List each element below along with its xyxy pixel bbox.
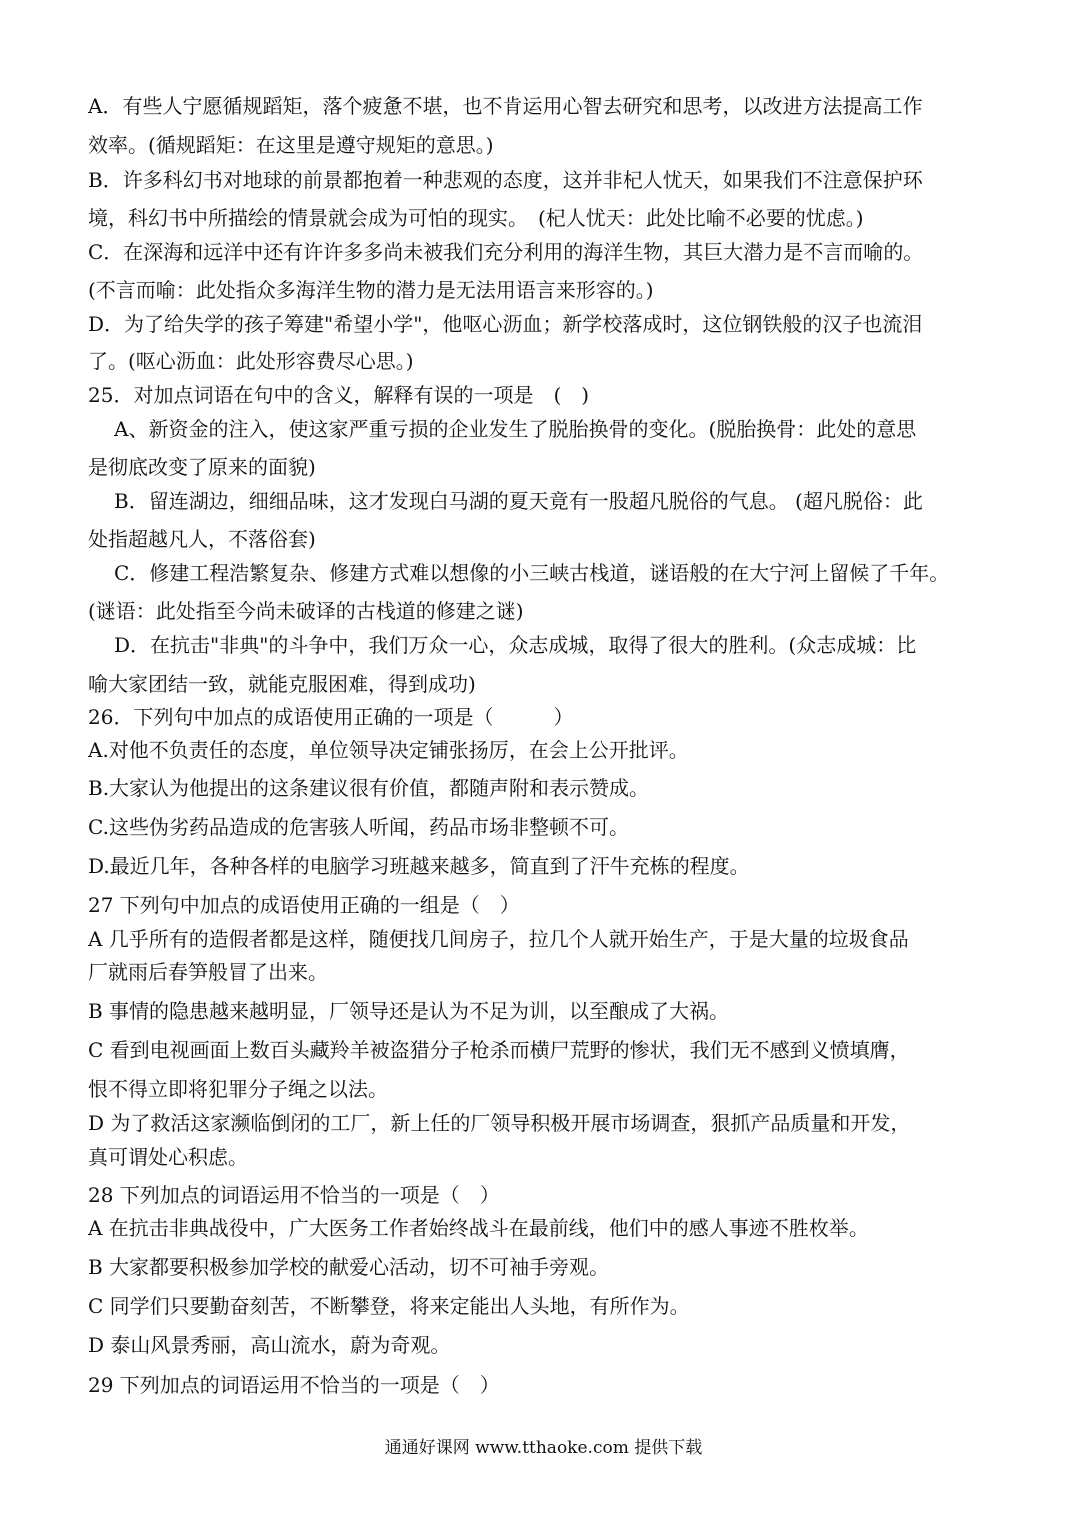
q27-stem: 27 下列句中加点的成语使用正确的一组是（ ） bbox=[88, 893, 520, 917]
q24-option-c-line2: (不言而喻：此处指众多海洋生物的潜力是无法用语言来形容的。) bbox=[88, 278, 654, 302]
emphasized-idiom: 众志成城 bbox=[508, 633, 588, 659]
q25-option-a-line2: 是彻底改变了原来的面貌) bbox=[88, 455, 316, 479]
emphasized-idiom: 随声附和 bbox=[469, 776, 549, 802]
emphasized-idiom: 高山流水 bbox=[250, 1333, 330, 1359]
q27-option-a-line2: 厂就雨后春笋般冒了出来。 bbox=[88, 958, 1008, 986]
emphasized-idiom: 不言而喻 bbox=[803, 240, 883, 266]
q25-option-a-line1: A、新资金的注入，使这家严重亏损的企业发生了脱胎换骨的变化。(脱胎换骨：此处的意思 bbox=[114, 415, 1008, 443]
emphasized-idiom: 不胜枚举 bbox=[769, 1216, 849, 1242]
q27-option-d-line1: D 为了救活这家濒临倒闭的工厂，新上任的厂领导积极开展市场调查，狠抓产品质量和开发， bbox=[88, 1111, 911, 1135]
emphasized-idiom: 雨后春笋 bbox=[128, 960, 208, 986]
q25-option-d-line2: 喻大家团结一致，就能克服困难，得到成功) bbox=[88, 672, 476, 696]
q27-option-a-line1: A 几乎所有的造假者都是这样，随便找几间房子，拉几个人就开始生产，于是大量的垃圾食品 bbox=[88, 927, 909, 951]
q25-stem: 25．对加点词语在句中的含义，解释有误的一项是 ( ) bbox=[88, 383, 590, 407]
emphasized-idiom: 不足为训 bbox=[469, 999, 549, 1025]
q26-stem: 26．下列句中加点的成语使用正确的一项是（ ） bbox=[88, 705, 574, 729]
emphasized-idiom: 呕心沥血 bbox=[462, 312, 542, 338]
q25-option-c-line1: C．修建工程浩繁复杂、修建方式难以想像的小三峡古栈道，谜语般的在大宁河上留候了千年。 bbox=[114, 559, 1008, 587]
q28-option-a: A 在抗击非典战役中，广大医务工作者始终战斗在最前线，他们中的感人事迹不胜枚举。 bbox=[88, 1214, 1008, 1242]
q24-option-a-line2: 效率。(循规蹈矩：在这里是遵守规矩的意思。) bbox=[88, 133, 494, 157]
q24-option-a-line1: A．有些人宁愿循规蹈矩，落个疲惫不堪，也不肯运用心智去研究和思考，以改进方法提高工作 bbox=[88, 92, 1008, 120]
emphasized-idiom: 出人头地 bbox=[490, 1294, 570, 1320]
q27-option-c-line2: 恨不得立即将犯罪分子绳之以法。 bbox=[88, 1077, 388, 1101]
emphasized-idiom: 谜语 bbox=[649, 561, 689, 587]
page-footer: 通通好课网 www.tthaoke.com 提供下载 bbox=[384, 1438, 703, 1458]
q28-option-d: D 泰山风景秀丽，高山流水，蔚为奇观。 bbox=[88, 1331, 1008, 1359]
q24-option-b-line2: 境，科幻书中所描绘的情景就会成为可怕的现实。 (杞人忧天：此处比喻不必要的忧虑。) bbox=[88, 206, 864, 230]
emphasized-idiom: 汗牛充栋 bbox=[590, 854, 670, 880]
q29-stem: 29 下列加点的词语运用不恰当的一项是（ ） bbox=[88, 1373, 500, 1397]
emphasized-idiom: 处心积虑 bbox=[148, 1145, 228, 1171]
emphasized-idiom: 义愤填膺 bbox=[810, 1038, 890, 1064]
q28-stem: 28 下列加点的词语运用不恰当的一项是（ ） bbox=[88, 1183, 500, 1207]
emphasized-idiom: 脱胎换骨 bbox=[548, 417, 628, 443]
emphasized-idiom: 杞人忧天 bbox=[623, 168, 703, 194]
emphasized-idiom: 骇人听闻 bbox=[329, 815, 409, 841]
emphasized-idiom: 袖手旁观 bbox=[509, 1255, 589, 1281]
q27-option-d-line2: 真可谓处心积虑。 bbox=[88, 1143, 1008, 1171]
emphasized-idiom: 循规蹈矩 bbox=[222, 94, 302, 120]
q27-option-b: B 事情的隐患越来越明显，厂领导还是认为不足为训，以至酿成了大祸。 bbox=[88, 997, 1008, 1025]
q28-option-c: C 同学们只要勤奋刻苦，不断攀登，将来定能出人头地，有所作为。 bbox=[88, 1292, 1008, 1320]
q25-option-b-line1: B．留连湖边，细细品味，这才发现白马湖的夏天竟有一股超凡脱俗的气息。 (超凡脱俗：此 bbox=[114, 487, 1008, 515]
q24-option-d-line2: 了。(呕心沥血：此处形容费尽心思。) bbox=[88, 349, 414, 373]
q24-option-b-line1: B．许多科幻书对地球的前景都抱着一种悲观的态度，这并非杞人忧天，如果我们不注意保护环 bbox=[88, 166, 1008, 194]
q26-option-d: D.最近几年，各种各样的电脑学习班越来越多，简直到了汗牛充栋的程度。 bbox=[88, 852, 1008, 880]
q28-option-b: B 大家都要积极参加学校的献爱心活动，切不可袖手旁观。 bbox=[88, 1253, 1008, 1281]
q25-option-b-line2: 处指超越凡人，不落俗套) bbox=[88, 527, 316, 551]
q26-option-c: C.这些伪劣药品造成的危害骇人听闻，药品市场非整顿不可。 bbox=[88, 813, 1008, 841]
emphasized-idiom: 超凡脱俗 bbox=[629, 489, 709, 515]
q27-option-c-line1: C 看到电视画面上数百头藏羚羊被盗猎分子枪杀而横尸荒野的惨状，我们无不感到义愤填膺， bbox=[88, 1036, 1008, 1064]
q25-option-d-line1: D．在抗击"非典"的斗争中，我们万众一心，众志成城，取得了很大的胜利。(众志成城：比 bbox=[114, 631, 1008, 659]
q26-option-b: B.大家认为他提出的这条建议很有价值，都随声附和表示赞成。 bbox=[88, 774, 1008, 802]
q26-option-a: A.对他不负责任的态度，单位领导决定铺张扬厉，在会上公开批评。 bbox=[88, 736, 1008, 764]
q24-option-d-line1: D．为了给失学的孩子筹建"希望小学"，他呕心沥血；新学校落成时，这位钢铁般的汉子也流泪 bbox=[88, 310, 1008, 338]
q25-option-c-line2: (谜语：此处指至今尚未破译的古栈道的修建之谜) bbox=[88, 599, 524, 623]
emphasized-idiom: 铺张扬厉 bbox=[429, 738, 509, 764]
q24-option-c-line1: C．在深海和远洋中还有许许多多尚未被我们充分利用的海洋生物，其巨大潜力是不言而喻的。 bbox=[88, 238, 1008, 266]
